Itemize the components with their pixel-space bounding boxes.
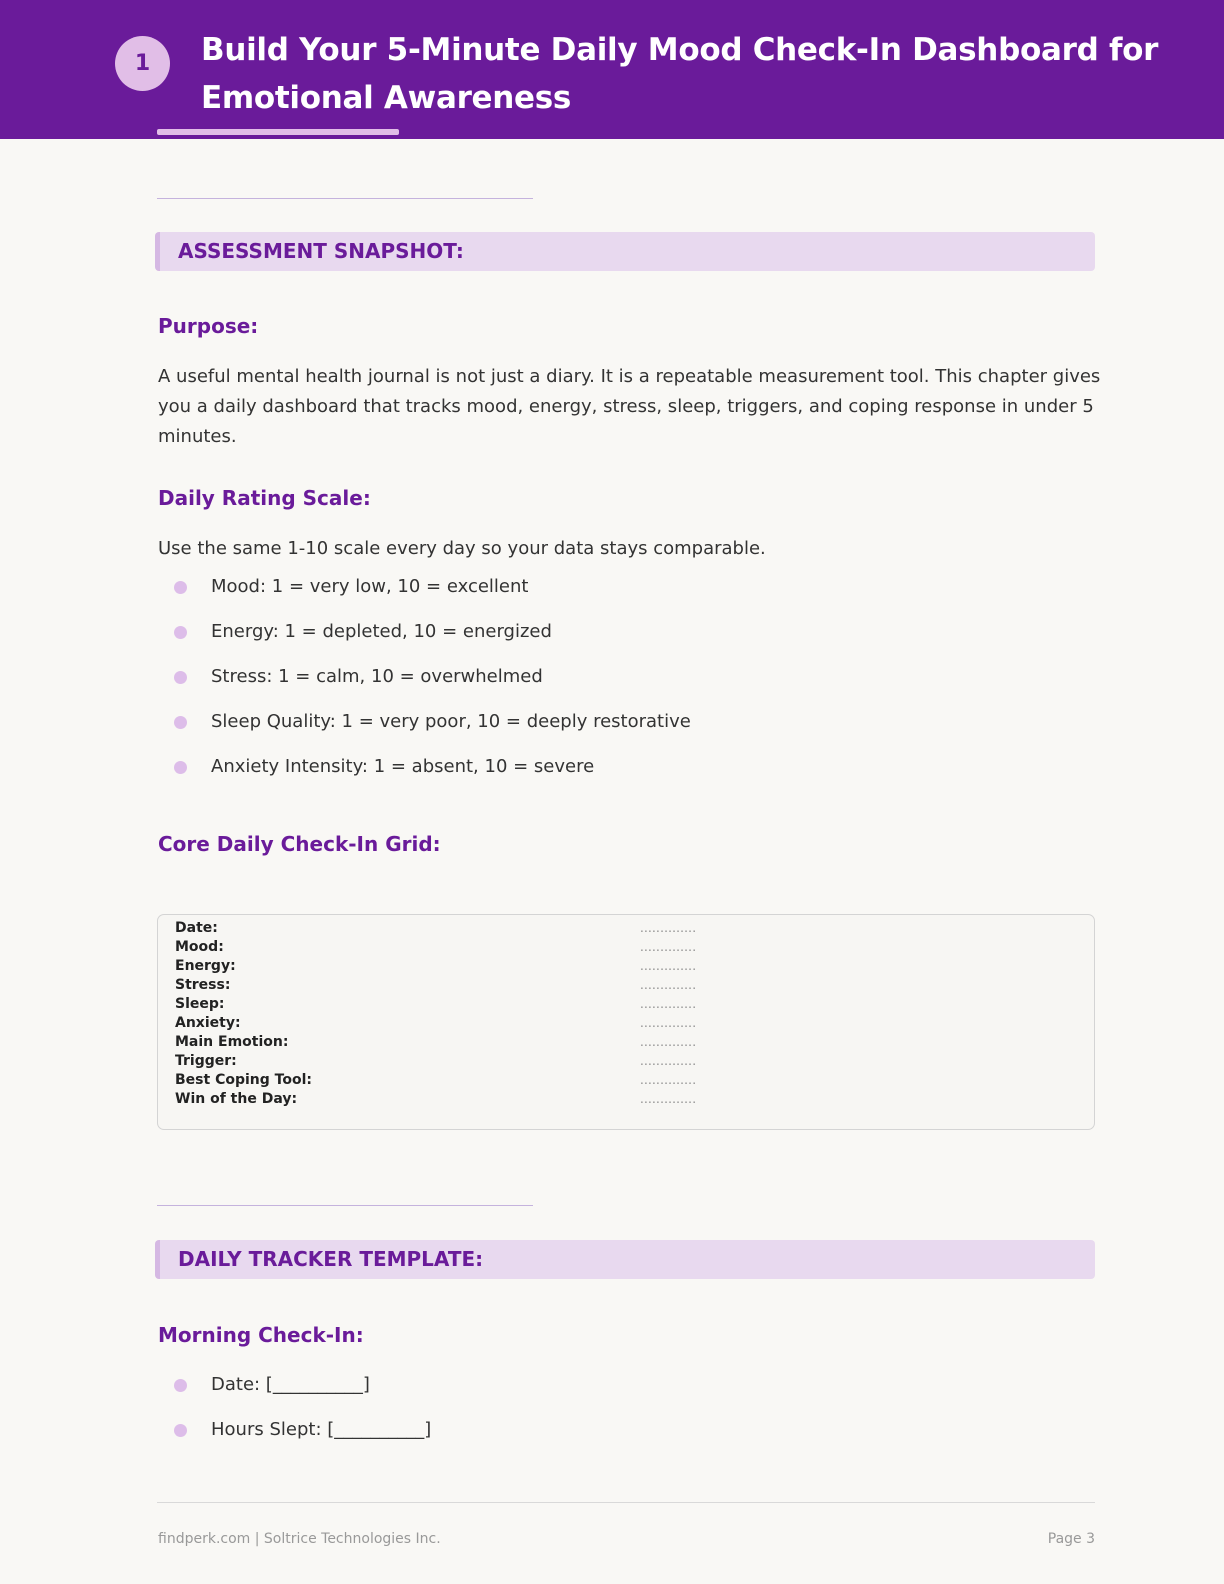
grid-row-blank[interactable]: .............. <box>640 1073 697 1087</box>
grid-row-blank[interactable]: .............. <box>640 1035 697 1049</box>
rating-scale-heading: Daily Rating Scale: <box>158 486 371 510</box>
bullet-dot-icon <box>174 716 187 729</box>
grid-row[interactable] <box>175 1033 1075 1052</box>
grid-row[interactable] <box>175 938 1075 957</box>
chapter-header <box>0 0 1224 139</box>
list-item-text: Hours Slept: [__________] <box>211 1419 432 1440</box>
list-item-text: Sleep Quality: 1 = very poor, 10 = deeply restorative <box>211 711 691 732</box>
bullet-dot-icon <box>174 626 187 639</box>
page-number: Page 3 <box>1047 1531 1095 1547</box>
list-item <box>158 572 691 617</box>
grid-row-blank[interactable]: .............. <box>640 921 697 935</box>
list-item <box>158 752 691 797</box>
grid-row[interactable] <box>175 919 1075 938</box>
grid-row[interactable] <box>175 1014 1075 1033</box>
grid-row-label: Date: <box>175 920 218 936</box>
grid-row[interactable] <box>175 1090 1075 1109</box>
section-bar-assessment <box>155 232 1095 271</box>
rating-scale-list <box>158 572 691 797</box>
grid-row-blank[interactable]: .............. <box>640 959 697 973</box>
grid-row-blank[interactable]: .............. <box>640 978 697 992</box>
grid-row-label: Main Emotion: <box>175 1034 289 1050</box>
grid-row[interactable] <box>175 976 1075 995</box>
section-bar-daily-tracker <box>155 1240 1095 1279</box>
grid-row[interactable] <box>175 1052 1075 1071</box>
bullet-dot-icon <box>174 581 187 594</box>
check-in-grid <box>157 914 1095 1130</box>
grid-row[interactable] <box>175 1071 1075 1090</box>
footer-divider <box>157 1502 1095 1503</box>
grid-row-blank[interactable]: .............. <box>640 1054 697 1068</box>
bullet-dot-icon <box>174 761 187 774</box>
list-item-text: Stress: 1 = calm, 10 = overwhelmed <box>211 666 543 687</box>
bullet-dot-icon <box>174 1379 187 1392</box>
section-label: DAILY TRACKER TEMPLATE: <box>178 1247 484 1271</box>
grid-row[interactable] <box>175 995 1075 1014</box>
grid-row-label: Win of the Day: <box>175 1091 298 1107</box>
list-item <box>158 662 691 707</box>
grid-row-blank[interactable]: .............. <box>640 1092 697 1106</box>
check-in-grid-heading: Core Daily Check-In Grid: <box>158 832 441 856</box>
grid-row-label: Mood: <box>175 939 224 955</box>
list-item[interactable] <box>158 1415 431 1460</box>
grid-row-blank[interactable]: .............. <box>640 997 697 1011</box>
morning-check-in-heading: Morning Check-In: <box>158 1323 364 1347</box>
grid-row-label: Anxiety: <box>175 1015 241 1031</box>
list-item[interactable] <box>158 1370 431 1415</box>
bullet-dot-icon <box>174 1424 187 1437</box>
title-accent-underline <box>157 129 399 135</box>
grid-row[interactable] <box>175 957 1075 976</box>
chapter-title: Build Your 5-Minute Daily Mood Check-In Dashboard for Emotional Awareness <box>201 32 1159 116</box>
footer-source: findperk.com | Soltrice Technologies Inc. <box>158 1531 441 1547</box>
morning-check-in-list <box>158 1370 431 1460</box>
purpose-heading: Purpose: <box>158 314 259 338</box>
grid-row-label: Energy: <box>175 958 236 974</box>
list-item-text: Mood: 1 = very low, 10 = excellent <box>211 576 529 597</box>
section-divider <box>157 198 533 199</box>
grid-row-label: Trigger: <box>175 1053 237 1069</box>
list-item <box>158 617 691 662</box>
grid-row-blank[interactable]: .............. <box>640 1016 697 1030</box>
bullet-dot-icon <box>174 671 187 684</box>
section-divider <box>157 1205 533 1206</box>
list-item-text: Anxiety Intensity: 1 = absent, 10 = severe <box>211 756 595 777</box>
purpose-text: A useful mental health journal is not just a diary. It is a repeatable measurement tool. This chapter gives you a daily dashboard that tracks mood, energy, stress, sleep, triggers, and coping response in under 5 minutes. <box>158 366 1101 447</box>
list-item-text: Date: [__________] <box>211 1374 370 1395</box>
section-label: ASSESSMENT SNAPSHOT: <box>178 239 464 263</box>
list-item <box>158 707 691 752</box>
rating-scale-intro: Use the same 1-10 scale every day so your data stays comparable. <box>158 538 766 559</box>
grid-row-label: Stress: <box>175 977 231 993</box>
grid-row-label: Sleep: <box>175 996 225 1012</box>
list-item-text: Energy: 1 = depleted, 10 = energized <box>211 621 552 642</box>
grid-row-label: Best Coping Tool: <box>175 1072 312 1088</box>
grid-row-blank[interactable]: .............. <box>640 940 697 954</box>
chapter-number-badge: 1 <box>115 36 170 91</box>
